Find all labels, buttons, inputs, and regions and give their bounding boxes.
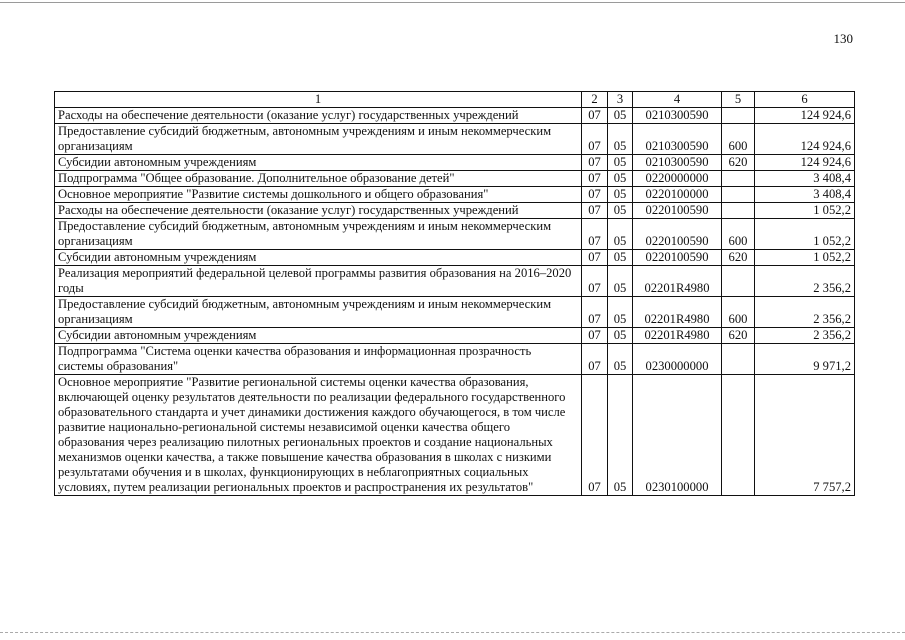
row-name-cell: Субсидии автономным учреждениям [55,250,582,266]
row-target-article-cell: 0230100000 [633,375,722,496]
row-target-article-cell: 0210300590 [633,108,722,124]
row-amount-cell: 9 971,2 [755,344,855,375]
row-name-cell: Расходы на обеспечение деятельности (оказание услуг) государственных учреждений [55,108,582,124]
header-col-1: 1 [55,92,582,108]
row-expense-type-cell: 600 [722,297,755,328]
table-row [55,328,855,344]
row-expense-type-cell [722,187,755,203]
table-row [55,155,855,171]
top-scan-edge [0,2,905,3]
row-subsection-cell: 05 [608,155,633,171]
bottom-scan-edge [0,632,905,633]
row-name-cell: Предоставление субсидий бюджетным, автономным учреждениям и иным некоммерческим организациям [55,219,582,250]
table-row [55,266,855,297]
header-col-2: 2 [582,92,608,108]
row-section-cell: 07 [582,171,608,187]
row-name-cell: Субсидии автономным учреждениям [55,155,582,171]
row-target-article-cell: 0220000000 [633,171,722,187]
row-section-cell: 07 [582,124,608,155]
row-expense-type-cell [722,266,755,297]
row-section-cell: 07 [582,187,608,203]
table-row [55,203,855,219]
table-row [55,297,855,328]
row-amount-cell: 124 924,6 [755,155,855,171]
row-section-cell: 07 [582,219,608,250]
row-target-article-cell: 02201R4980 [633,266,722,297]
row-amount-cell: 124 924,6 [755,124,855,155]
row-section-cell: 07 [582,266,608,297]
budget-table [54,91,855,496]
row-subsection-cell: 05 [608,219,633,250]
row-expense-type-cell: 600 [722,124,755,155]
row-target-article-cell: 0210300590 [633,155,722,171]
row-section-cell: 07 [582,250,608,266]
table-row [55,344,855,375]
row-amount-cell: 1 052,2 [755,203,855,219]
row-expense-type-cell: 620 [722,250,755,266]
row-name-cell: Расходы на обеспечение деятельности (оказание услуг) государственных учреждений [55,203,582,219]
row-name-cell: Предоставление субсидий бюджетным, автономным учреждениям и иным некоммерческим организациям [55,297,582,328]
row-subsection-cell: 05 [608,171,633,187]
row-target-article-cell: 02201R4980 [633,297,722,328]
row-name-cell: Предоставление субсидий бюджетным, автономным учреждениям и иным некоммерческим организациям [55,124,582,155]
row-target-article-cell: 0220100000 [633,187,722,203]
row-name-cell: Субсидии автономным учреждениям [55,328,582,344]
row-section-cell: 07 [582,108,608,124]
table-row [55,187,855,203]
table-row [55,250,855,266]
row-amount-cell: 1 052,2 [755,250,855,266]
row-section-cell: 07 [582,328,608,344]
row-target-article-cell: 0220100590 [633,219,722,250]
row-target-article-cell: 02201R4980 [633,328,722,344]
row-name-cell: Подпрограмма "Общее образование. Дополнительное образование детей" [55,171,582,187]
row-expense-type-cell: 600 [722,219,755,250]
row-section-cell: 07 [582,375,608,496]
row-name-cell: Реализация мероприятий федеральной целевой программы развития образования на 2016–2020 годы [55,266,582,297]
row-subsection-cell: 05 [608,344,633,375]
row-amount-cell: 2 356,2 [755,328,855,344]
row-section-cell: 07 [582,297,608,328]
header-col-5: 5 [722,92,755,108]
row-subsection-cell: 05 [608,203,633,219]
row-amount-cell: 3 408,4 [755,187,855,203]
row-amount-cell: 124 924,6 [755,108,855,124]
row-amount-cell: 7 757,2 [755,375,855,496]
row-target-article-cell: 0220100590 [633,203,722,219]
row-expense-type-cell [722,108,755,124]
header-col-3: 3 [608,92,633,108]
row-name-cell: Основное мероприятие "Развитие региональной системы оценки качества образования, включающей оценку результатов деятельности по реализации федерального государственного образовательного стандарта и учет динамики достижения каждого обучающегося, в том числе развитие национально-региональной системы независимой оценки качества общего образования через реализацию пилотных региональных проектов и создание национальных механизмов оценки качества, а также повышение качества образования в школах с низкими результатами обучения и в школах, функционирующих в неблагоприятных социальных условиях, путем реализации региональных проектов и распространения их результатов" [55,375,582,496]
row-subsection-cell: 05 [608,297,633,328]
row-amount-cell: 1 052,2 [755,219,855,250]
row-amount-cell: 2 356,2 [755,266,855,297]
row-section-cell: 07 [582,203,608,219]
header-col-4: 4 [633,92,722,108]
table-row [55,219,855,250]
row-expense-type-cell [722,171,755,187]
row-expense-type-cell: 620 [722,155,755,171]
table-row [55,375,855,496]
row-expense-type-cell [722,375,755,496]
row-subsection-cell: 05 [608,266,633,297]
row-target-article-cell: 0230000000 [633,344,722,375]
table-row [55,124,855,155]
row-expense-type-cell [722,203,755,219]
row-amount-cell: 2 356,2 [755,297,855,328]
row-amount-cell: 3 408,4 [755,171,855,187]
row-subsection-cell: 05 [608,328,633,344]
row-target-article-cell: 0210300590 [633,124,722,155]
header-row [55,92,855,108]
row-expense-type-cell [722,344,755,375]
row-target-article-cell: 0220100590 [633,250,722,266]
row-subsection-cell: 05 [608,124,633,155]
row-name-cell: Основное мероприятие "Развитие системы дошкольного и общего образования" [55,187,582,203]
row-section-cell: 07 [582,344,608,375]
row-subsection-cell: 05 [608,187,633,203]
table-row [55,171,855,187]
page-number: 130 [833,31,853,46]
row-subsection-cell: 05 [608,250,633,266]
row-expense-type-cell: 620 [722,328,755,344]
row-subsection-cell: 05 [608,108,633,124]
table-row [55,108,855,124]
header-col-6: 6 [755,92,855,108]
row-subsection-cell: 05 [608,375,633,496]
row-section-cell: 07 [582,155,608,171]
row-name-cell: Подпрограмма "Система оценки качества образования и информационная прозрачность системы образования" [55,344,582,375]
table-body [55,108,855,496]
